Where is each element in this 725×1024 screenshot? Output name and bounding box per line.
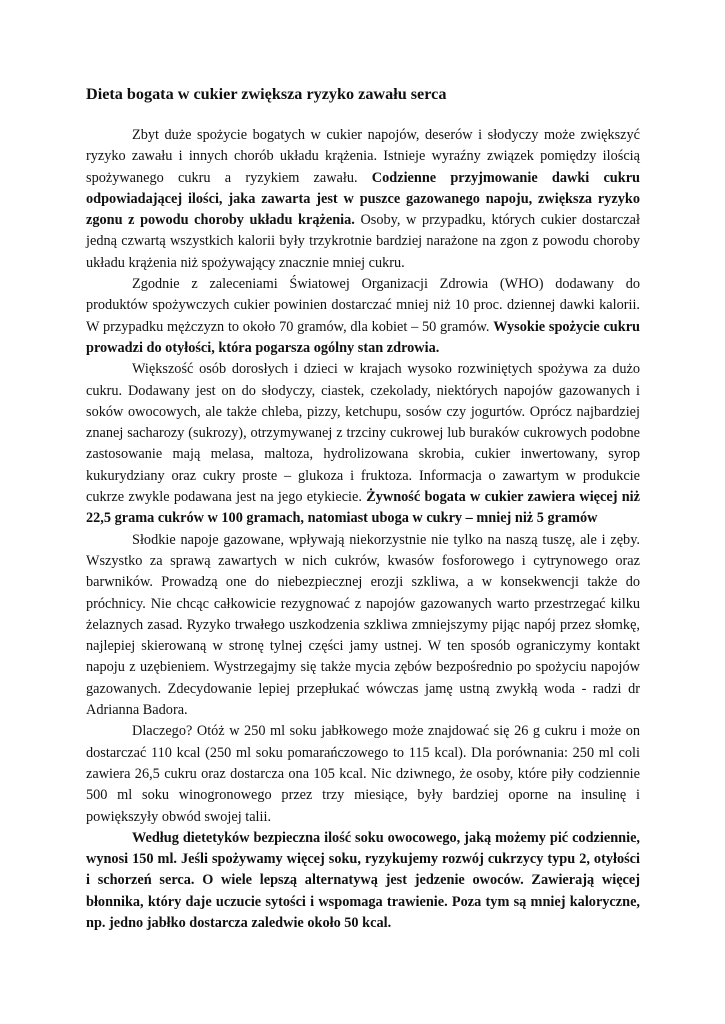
paragraph-2	[86, 274, 640, 359]
article-title: Dieta bogata w cukier zwiększa ryzyko zawału serca	[86, 85, 447, 103]
paragraph-6-bold: Według dietetyków bezpieczna ilość soku owocowego, jaką możemy pić codziennie, wynosi 150 ml. Jeśli spożywamy więcej soku, ryzykujemy rozwój cukrzycy typu 2, otyłości i schorzeń serca. O wiele lepszą alternatywą jest jedzenie owoców. Zawierają więcej błonnika, który daje uczucie sytości i wspomaga trawienie. Poza tym są mniej kaloryczne, np. jedno jabłko dostarcza zaledwie około 50 kcal.	[86, 829, 640, 931]
paragraph-5	[86, 721, 640, 827]
paragraph-1-bold: Codzienne przyjmowanie dawki cukru odpowiadającej ilości, jaka zawarta jest w puszce gazowanego napoju, zwiększa ryzyko zgonu z powodu choroby układu krążenia.	[86, 169, 640, 229]
paragraph-1-text: Zbyt duże spożycie bogatych w cukier napojów, deserów i słodyczy może zwiększyć ryzyko zawału i innych chorób układu krążenia. Istnieje wyraźny związek pomiędzy ilością spożywanego cukru a ryzykiem zawału.	[86, 127, 640, 186]
paragraph-2-bold: Wysokie spożycie cukru prowadzi do otyłości, która pogarsza ogólny stan zdrowia.	[86, 318, 640, 356]
document-page	[86, 84, 640, 934]
paragraph-1	[86, 125, 640, 274]
paragraph-3-bold: Żywność bogata w cukier zawiera więcej niż 22,5 grama cukrów w 100 gramach, natomiast uboga w cukry – mniej niż 5 gramów	[86, 489, 640, 527]
paragraph-2-text: Zgodnie z zaleceniami Światowej Organizacji Zdrowia (WHO) dodawany do produktów spożywczych cukier powinien dostarczać mniej niż 10 proc. dziennej dawki kalorii. W przypadku mężczyzn to około 70 gramów, dla kobiet – 50 gramów.	[86, 276, 640, 335]
paragraph-3	[86, 359, 640, 529]
paragraph-4-text: Słodkie napoje gazowane, wpływają niekorzystnie nie tylko na naszą tuszę, ale i zęby. Wszystko za sprawą zawartych w nich cukrów, kwasów fosforowego i cytrynowego oraz barwników. Prowadzą one do niebezpiecznej erozji szkliwa, a w konsekwencji także do próchnicy. Nie chcąc całkowicie rezygnować z napojów gazowanych warto przestrzegać kilku żelaznych zasad. Ryzyko trwałego uszkodzenia szkliwa zmniejszymy pijąc napój przez słomkę, najlepiej skierowaną w stronę tylnej części jamy ustnej. W ten sposób ograniczymy kontakt napoju z uzębieniem. Wystrzegajmy się także mycia zębów bezpośrednio po spożyciu napojów gazowanych. Zdecydowanie lepiej przepłukać wówczas jamę ustną zwykłą woda - radzi dr Adrianna Badora.	[86, 531, 640, 719]
paragraph-6	[86, 828, 640, 934]
paragraph-5-text: Dlaczego? Otóż w 250 ml soku jabłkowego może znajdować się 26 g cukru i może on dostarczać 110 kcal (250 ml soku pomarańczowego to 115 kcal). Dla porównania: 250 ml coli zawiera 26,5 cukru oraz dostarcza ona 105 kcal. Nic dziwnego, że osoby, które piły codziennie 500 ml soku winogronowego przez trzy miesiące, były bardziej oporne na insulinę i powiększyły obwód swojej talii.	[86, 723, 640, 825]
paragraph-1-text-end: Osoby, w przypadku, których cukier dostarczał jedną czwartą wszystkich kalorii były trzykrotnie bardziej narażone na zgon z powodu choroby układu krążenia niż spożywający znacznie mniej cukru.	[86, 212, 640, 271]
paragraph-4	[86, 530, 640, 722]
paragraph-3-text: Większość osób dorosłych i dzieci w krajach wysoko rozwiniętych spożywa za dużo cukru. Dodawany jest on do słodyczy, ciastek, czekolady, niektórych napojów gazowanych i soków owocowych, ale także chleba, pizzy, ketchupu, sosów czy jogurtów. Oprócz najbardziej znanej sacharozy (sukrozy), otrzymywanej z trzciny cukrowej lub buraków cukrowych podobne zastosowanie mają melasa, maltoza, hydrolizowana skrobia, cukier inwertowany, syrop kukurydziany oraz cukry proste – glukoza i fruktoza. Informacja o zawartym w produkcie cukrze zwykle podawana jest na jego etykiecie.	[86, 361, 640, 506]
